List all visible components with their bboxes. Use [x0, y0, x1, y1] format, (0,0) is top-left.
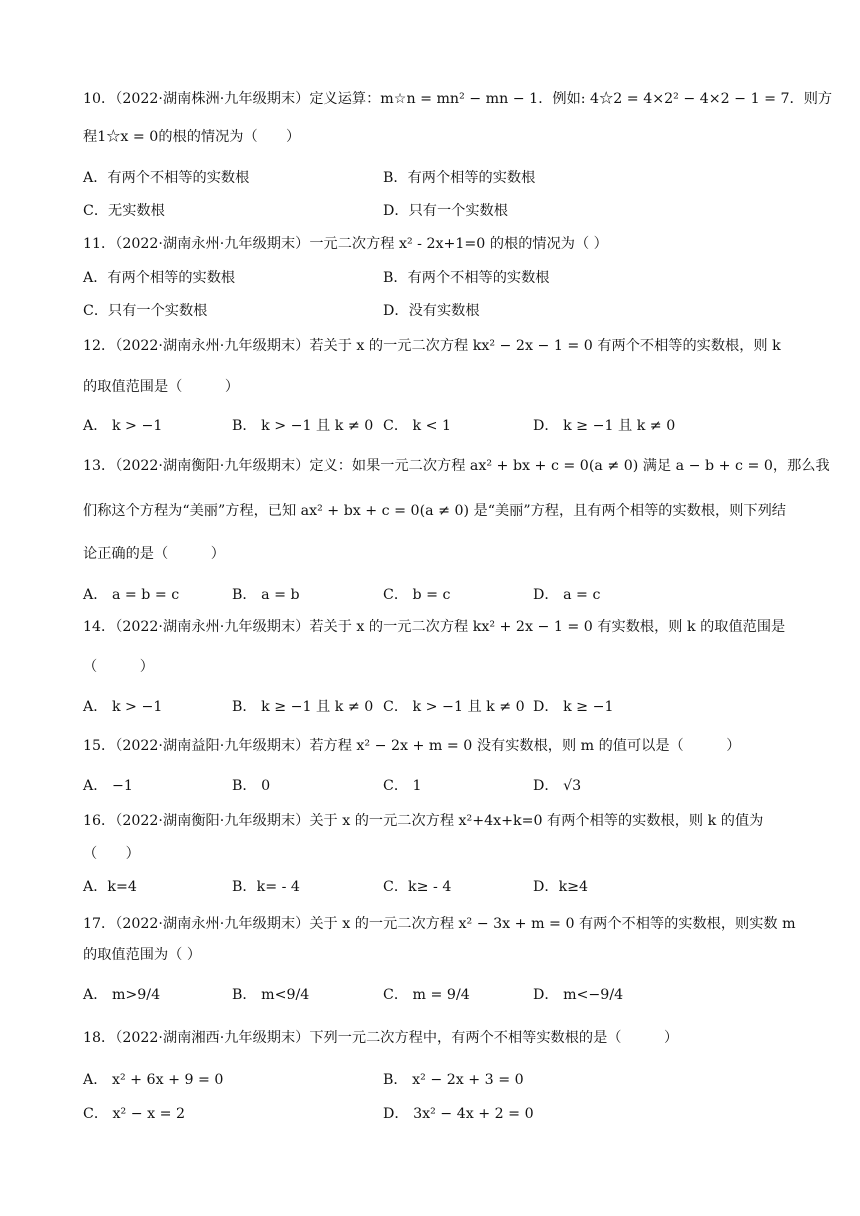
question-15-option-d: D． √3: [533, 778, 582, 794]
question-16-option-b: B．k= - 4: [232, 879, 300, 895]
question-15-option-a: A． −1: [83, 778, 133, 794]
question-17-option-c: C． m = 9/4: [383, 987, 470, 1003]
question-17-stem-line-2: 的取值范围为（ ）: [83, 947, 202, 963]
question-14-option-b: B． k ≥ −1 且 k ≠ 0: [232, 699, 374, 715]
question-11-option-d: D．没有实数根: [383, 303, 480, 319]
question-18-option-b: B． x² − 2x + 3 = 0: [383, 1072, 524, 1088]
question-11-stem-line-1: 11．（2022·湖南永州·九年级期末）一元二次方程 x² - 2x+1=0 的根的情况为（ ）: [83, 236, 608, 252]
question-15-stem-line-1: 15．（2022·湖南益阳·九年级期末）若方程 x² − 2x + m = 0 没有实数根，则 m 的值可以是（ ）: [83, 738, 741, 754]
question-14-option-a: A． k > −1: [83, 699, 163, 715]
question-11-option-b: B．有两个不相等的实数根: [383, 270, 550, 286]
question-13-stem-line-1: 13．（2022·湖南衡阳·九年级期末）定义：如果一元二次方程 ax² + bx + c = 0(a ≠ 0) 满足 a − b + c = 0，那么我: [83, 458, 830, 474]
question-11-option-a: A．有两个相等的实数根: [83, 270, 236, 286]
question-14-stem-line-2: （ ）: [83, 659, 154, 675]
question-18-stem-line-1: 18．（2022·湖南湘西·九年级期末）下列一元二次方程中，有两个不相等实数根的是（ ）: [83, 1030, 679, 1046]
question-10-option-d: D．只有一个实数根: [383, 203, 508, 219]
question-17-option-a: A． m>9/4: [83, 987, 161, 1003]
question-16-option-c: C．k≥ - 4: [383, 879, 452, 895]
question-15-option-c: C． 1: [383, 778, 422, 794]
question-12-option-d: D． k ≥ −1 且 k ≠ 0: [533, 418, 676, 434]
question-17-stem-line-1: 17．（2022·湖南永州·九年级期末）关于 x 的一元二次方程 x² − 3x + m = 0 有两个不相等的实数根，则实数 m: [83, 916, 796, 932]
question-14-option-d: D． k ≥ −1: [533, 699, 614, 715]
question-13-option-b: B． a = b: [232, 587, 300, 603]
question-10-option-c: C．无实数根: [83, 203, 165, 219]
question-12-stem-line-2: 的取值范围是（ ）: [83, 379, 240, 395]
question-16-option-a: A．k=4: [83, 879, 137, 895]
question-16-stem-line-2: （ ）: [83, 846, 140, 862]
question-13-stem-line-3: 论正确的是（ ）: [83, 546, 225, 562]
question-16-stem-line-1: 16．（2022·湖南衡阳·九年级期末）关于 x 的一元二次方程 x²+4x+k=0 有两个相等的实数根，则 k 的值为: [83, 813, 764, 829]
question-17-option-d: D． m<−9/4: [533, 987, 624, 1003]
question-13-stem-line-2: 们称这个方程为“美丽”方程，已知 ax² + bx + c = 0(a ≠ 0) 是“美丽”方程，且有两个相等的实数根，则下列结: [83, 503, 786, 519]
question-12-stem-line-1: 12．（2022·湖南永州·九年级期末）若关于 x 的一元二次方程 kx² − 2x − 1 = 0 有两个不相等的实数根，则 k: [83, 338, 781, 354]
question-16-option-d: D．k≥4: [533, 879, 589, 895]
question-17-option-b: B． m<9/4: [232, 987, 310, 1003]
question-12-option-a: A． k > −1: [83, 418, 163, 434]
question-13-option-d: D． a = c: [533, 587, 601, 603]
question-12-option-c: C． k < 1: [383, 418, 452, 434]
question-11-option-c: C．只有一个实数根: [83, 303, 208, 319]
question-18-option-a: A． x² + 6x + 9 = 0: [83, 1072, 224, 1088]
question-18-option-c: C． x² − x = 2: [83, 1106, 186, 1122]
question-14-option-c: C． k > −1 且 k ≠ 0: [383, 699, 525, 715]
question-12-option-b: B． k > −1 且 k ≠ 0: [232, 418, 374, 434]
question-15-option-b: B． 0: [232, 778, 271, 794]
question-10-option-a: A．有两个不相等的实数根: [83, 170, 250, 186]
question-13-option-a: A． a = b = c: [83, 587, 180, 603]
question-14-stem-line-1: 14．（2022·湖南永州·九年级期末）若关于 x 的一元二次方程 kx² + 2x − 1 = 0 有实数根，则 k 的取值范围是: [83, 619, 786, 635]
question-10-stem-line-2: 程1☆x = 0的根的情况为（ ）: [83, 129, 301, 145]
question-13-option-c: C． b = c: [383, 587, 451, 603]
question-10-stem-line-1: 10．（2022·湖南株洲·九年级期末）定义运算：m☆n = mn² − mn − 1．例如: 4☆2 = 4×2² − 4×2 − 1 = 7．则方: [83, 91, 833, 107]
question-10-option-b: B．有两个相等的实数根: [383, 170, 536, 186]
question-18-option-d: D． 3x² − 4x + 2 = 0: [383, 1106, 534, 1122]
